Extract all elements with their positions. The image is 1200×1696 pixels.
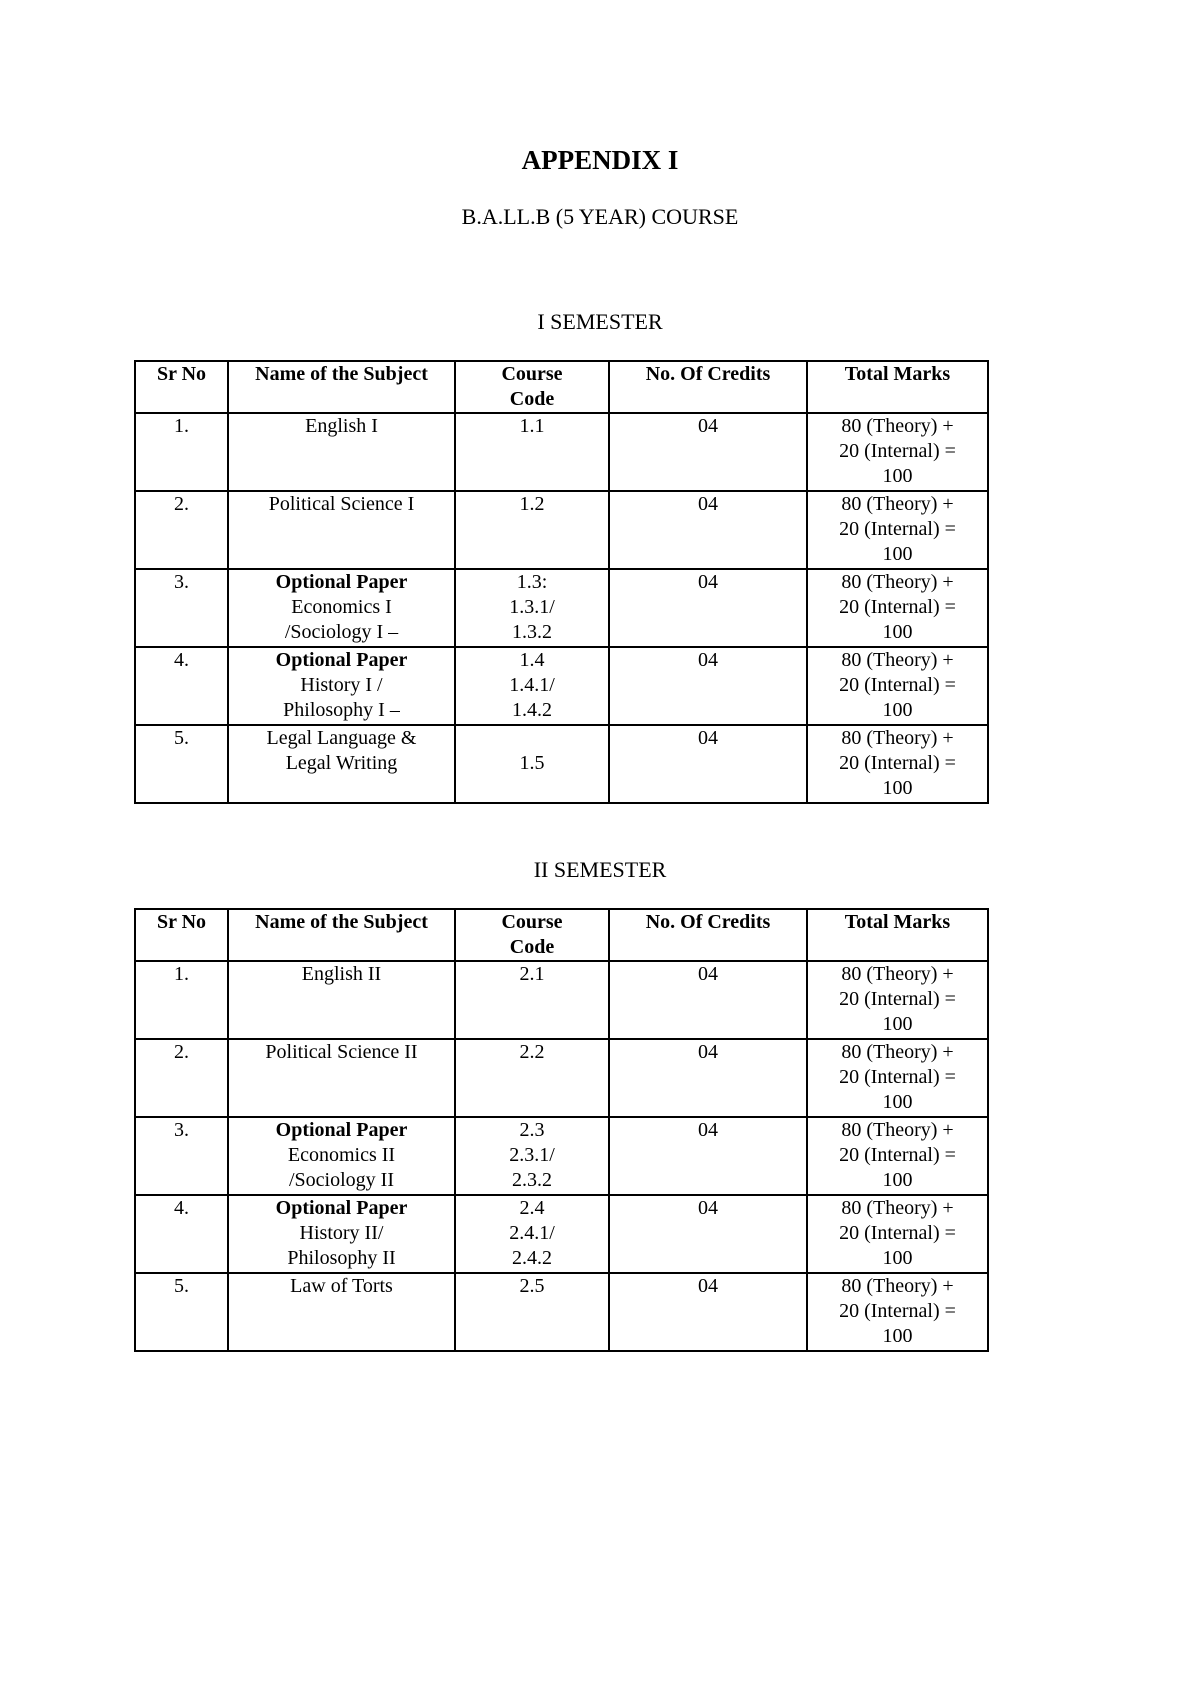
cell-total-marks — [807, 961, 988, 1039]
cell-course-code — [455, 961, 609, 1039]
course-code-line: 1.5 — [519, 752, 545, 774]
course-code-line: 2.4.1/ — [509, 1222, 555, 1244]
subject-optional-label: Optional Paper — [275, 571, 408, 593]
course-code-line: 1.3.2 — [512, 621, 552, 643]
header-total-marks: Total Marks — [807, 361, 988, 413]
cell-total-marks — [807, 647, 988, 725]
cell-sr-no: 1. — [135, 413, 228, 491]
header-credits: No. Of Credits — [609, 909, 807, 961]
cell-subject — [228, 961, 455, 1039]
subject-line: /Sociology II — [289, 1169, 394, 1191]
cell-sr-no: 4. — [135, 647, 228, 725]
table-row — [135, 491, 988, 569]
page-title: APPENDIX I — [521, 145, 679, 175]
course-code-line: 1.3: — [516, 571, 548, 593]
marks-line: 100 — [882, 1247, 913, 1269]
cell-subject — [228, 647, 455, 725]
subject-line: Political Science I — [268, 493, 415, 515]
table-row — [135, 1273, 988, 1351]
subject-line: History I / — [300, 674, 383, 696]
cell-total-marks — [807, 1273, 988, 1351]
marks-line: 20 (Internal) = — [839, 1066, 956, 1088]
subject-line: Legal Writing — [285, 752, 398, 774]
marks-line: 80 (Theory) + — [841, 1197, 954, 1219]
cell-course-code — [455, 569, 609, 647]
cell-sr-no: 3. — [135, 1117, 228, 1195]
cell-sr-no: 5. — [135, 1273, 228, 1351]
course-code-line: 2.3.2 — [512, 1169, 552, 1191]
marks-line: 80 (Theory) + — [841, 415, 954, 437]
marks-line: 20 (Internal) = — [839, 596, 956, 618]
marks-line: 20 (Internal) = — [839, 1222, 956, 1244]
marks-line: 100 — [882, 1091, 913, 1113]
table-row — [135, 1117, 988, 1195]
cell-subject — [228, 1117, 455, 1195]
semester-2-heading: II SEMESTER — [533, 857, 667, 882]
cell-total-marks — [807, 1117, 988, 1195]
subject-line: Philosophy II — [287, 1247, 396, 1269]
marks-line: 100 — [882, 543, 913, 565]
table-row — [135, 1039, 988, 1117]
marks-line: 20 (Internal) = — [839, 674, 956, 696]
marks-line: 20 (Internal) = — [839, 988, 956, 1010]
cell-total-marks — [807, 725, 988, 803]
semester-2-table — [134, 908, 989, 1352]
table-header-row — [135, 361, 988, 413]
subject-line: English I — [305, 415, 378, 437]
header-sr-no: Sr No — [135, 361, 228, 413]
marks-line: 20 (Internal) = — [839, 1144, 956, 1166]
marks-line: 100 — [882, 777, 913, 799]
cell-subject — [228, 725, 455, 803]
subject-line: Economics II — [287, 1144, 396, 1166]
course-code-line: 2.3.1/ — [509, 1144, 555, 1166]
course-code-line: 2.4 — [519, 1197, 545, 1219]
cell-subject — [228, 413, 455, 491]
cell-subject — [228, 491, 455, 569]
subject-optional-label: Optional Paper — [275, 649, 408, 671]
marks-line: 80 (Theory) + — [841, 649, 954, 671]
marks-line: 80 (Theory) + — [841, 1275, 954, 1297]
subject-line: Legal Language & — [266, 727, 417, 749]
cell-subject — [228, 1039, 455, 1117]
header-course-code-line1: Course — [501, 363, 563, 385]
subject-line: Law of Torts — [290, 1275, 393, 1297]
cell-course-code — [455, 1117, 609, 1195]
subject-line: Philosophy I – — [283, 699, 400, 721]
cell-course-code — [455, 1195, 609, 1273]
marks-line: 80 (Theory) + — [841, 493, 954, 515]
header-subject: Name of the Subject — [228, 361, 455, 413]
cell-total-marks — [807, 491, 988, 569]
cell-course-code — [455, 491, 609, 569]
course-code-line: 1.4.1/ — [509, 674, 555, 696]
semester-1-table — [134, 360, 989, 804]
header-course-code-line1: Course — [501, 911, 563, 933]
course-code-line: 2.4.2 — [512, 1247, 552, 1269]
table-header-row — [135, 909, 988, 961]
marks-line: 20 (Internal) = — [839, 1300, 956, 1322]
course-code-line: 1.4.2 — [512, 699, 552, 721]
semester-2-rows — [135, 961, 988, 1351]
cell-credits: 04 — [609, 1273, 807, 1351]
cell-course-code — [455, 1273, 609, 1351]
table-row — [135, 1195, 988, 1273]
table-row — [135, 725, 988, 803]
subject-optional-label: Optional Paper — [275, 1119, 408, 1141]
marks-line: 80 (Theory) + — [841, 727, 954, 749]
marks-line: 80 (Theory) + — [841, 1041, 954, 1063]
table-row — [135, 961, 988, 1039]
course-subtitle: B.A.LL.B (5 YEAR) COURSE — [461, 204, 739, 229]
course-code-line: 2.2 — [519, 1041, 545, 1063]
marks-line: 80 (Theory) + — [841, 571, 954, 593]
marks-line: 20 (Internal) = — [839, 752, 956, 774]
header-credits: No. Of Credits — [609, 361, 807, 413]
header-course-code-line2: Code — [509, 936, 555, 958]
cell-credits: 04 — [609, 491, 807, 569]
marks-line: 100 — [882, 465, 913, 487]
marks-line: 80 (Theory) + — [841, 1119, 954, 1141]
cell-sr-no: 2. — [135, 491, 228, 569]
subject-line: English II — [301, 963, 382, 985]
marks-line: 100 — [882, 1169, 913, 1191]
header-course-code-line2: Code — [509, 388, 555, 410]
subject-line: /Sociology I – — [284, 621, 399, 643]
cell-course-code — [455, 647, 609, 725]
cell-total-marks — [807, 1039, 988, 1117]
cell-total-marks — [807, 569, 988, 647]
header-course-code — [455, 909, 609, 961]
subject-line: Economics I — [291, 596, 392, 618]
cell-course-code — [455, 413, 609, 491]
subject-optional-label: Optional Paper — [275, 1197, 408, 1219]
marks-line: 100 — [882, 621, 913, 643]
cell-subject — [228, 1195, 455, 1273]
header-total-marks: Total Marks — [807, 909, 988, 961]
cell-credits: 04 — [609, 569, 807, 647]
cell-credits: 04 — [609, 961, 807, 1039]
marks-line: 100 — [882, 1325, 913, 1347]
table-row — [135, 569, 988, 647]
semester-1-heading: I SEMESTER — [537, 309, 663, 334]
cell-subject — [228, 1273, 455, 1351]
marks-line: 100 — [882, 1013, 913, 1035]
semester-1-rows — [135, 413, 988, 803]
marks-line: 20 (Internal) = — [839, 518, 956, 540]
cell-credits: 04 — [609, 1117, 807, 1195]
table-row — [135, 647, 988, 725]
cell-credits: 04 — [609, 413, 807, 491]
course-code-line: 1.4 — [519, 649, 545, 671]
course-code-line: 1.2 — [519, 493, 545, 515]
header-course-code — [455, 361, 609, 413]
cell-sr-no: 4. — [135, 1195, 228, 1273]
cell-credits: 04 — [609, 1195, 807, 1273]
header-sr-no: Sr No — [135, 909, 228, 961]
marks-line: 100 — [882, 699, 913, 721]
course-code-line — [460, 726, 604, 751]
marks-line: 20 (Internal) = — [839, 440, 956, 462]
cell-credits: 04 — [609, 725, 807, 803]
cell-course-code — [455, 725, 609, 803]
subject-line: Political Science II — [265, 1041, 418, 1063]
cell-total-marks — [807, 1195, 988, 1273]
cell-course-code — [455, 1039, 609, 1117]
course-code-line: 1.3.1/ — [509, 596, 555, 618]
cell-sr-no: 1. — [135, 961, 228, 1039]
cell-sr-no: 2. — [135, 1039, 228, 1117]
course-code-line: 2.5 — [519, 1275, 545, 1297]
cell-subject — [228, 569, 455, 647]
course-code-line: 2.3 — [519, 1119, 545, 1141]
cell-total-marks — [807, 413, 988, 491]
cell-credits: 04 — [609, 1039, 807, 1117]
cell-sr-no: 5. — [135, 725, 228, 803]
subject-line: History II/ — [299, 1222, 384, 1244]
table-row — [135, 413, 988, 491]
header-subject: Name of the Subject — [228, 909, 455, 961]
marks-line: 80 (Theory) + — [841, 963, 954, 985]
cell-sr-no: 3. — [135, 569, 228, 647]
course-code-line: 2.1 — [519, 963, 545, 985]
course-code-line: 1.1 — [519, 415, 545, 437]
cell-credits: 04 — [609, 647, 807, 725]
